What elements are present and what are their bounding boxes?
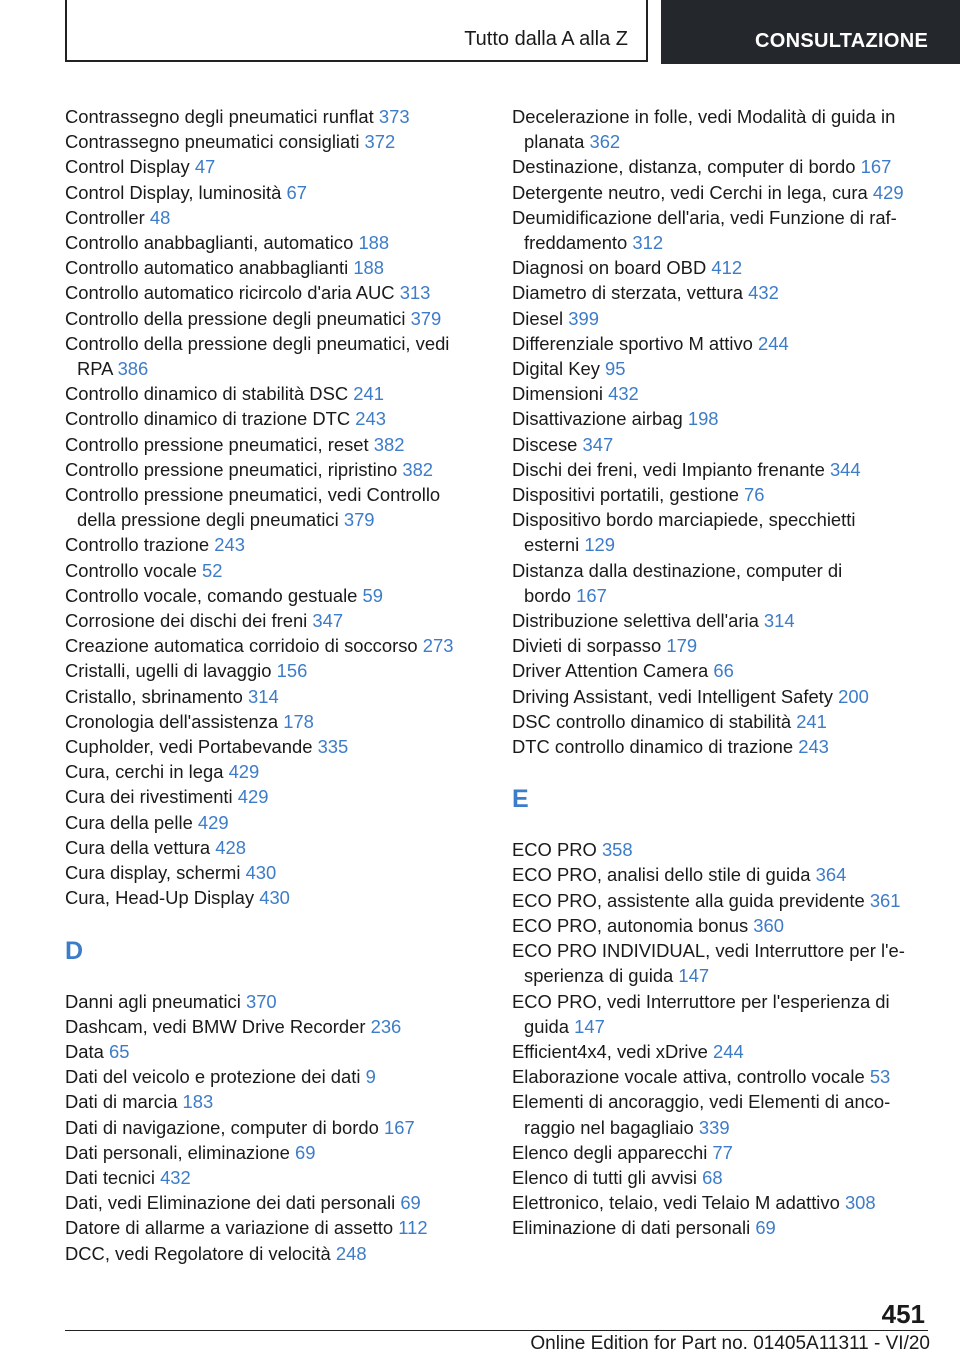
index-entry-text: ECO PRO xyxy=(512,839,597,861)
index-entry-text: Decelerazione in folle, vedi Modalità di guida in xyxy=(512,106,896,127)
page-reference-link[interactable]: 372 xyxy=(364,131,396,153)
page-reference-link[interactable]: 361 xyxy=(869,889,901,911)
index-entry-text: ECO PRO, analisi dello stile di guida xyxy=(512,864,811,886)
index-entry-text: Dashcam, vedi BMW Drive Recorder xyxy=(65,1015,366,1037)
page-reference-link[interactable]: 67 xyxy=(286,181,307,203)
index-entry-text: DSC controllo dinamico di stabilità xyxy=(512,710,792,732)
page-reference-link[interactable]: 308 xyxy=(844,1192,876,1214)
index-entry-text: RPA xyxy=(77,358,113,380)
index-entry-text: Controllo pressione pneumatici, vedi Controllo xyxy=(65,484,441,506)
index-entry xyxy=(65,860,485,885)
page-reference-link[interactable]: 362 xyxy=(589,131,621,153)
index-entry-text: bordo xyxy=(524,584,572,606)
page-reference-link[interactable]: 313 xyxy=(399,282,431,304)
index-entry xyxy=(512,1190,932,1215)
index-entry xyxy=(65,759,485,784)
index-column-right xyxy=(512,104,932,1241)
page-reference-link[interactable]: 347 xyxy=(582,433,614,455)
index-entry-text: Eliminazione di dati personali xyxy=(512,1217,751,1239)
index-entry xyxy=(512,913,932,938)
index-entry-text: Cura della vettura xyxy=(65,836,211,858)
index-entry-text: Contrassegno degli pneumatici runflat xyxy=(65,106,374,127)
index-entry xyxy=(512,1089,932,1139)
index-entry-text: Elettronico, telaio, vedi Telaio M adattivo xyxy=(512,1192,840,1214)
index-entry xyxy=(512,255,932,280)
page-reference-link[interactable]: 59 xyxy=(362,584,383,606)
index-entry xyxy=(512,457,932,482)
index-entry xyxy=(65,104,485,129)
index-entry-text: Controllo automatico ricircolo d'aria AUC xyxy=(65,282,395,304)
index-entry-text: Cura della pelle xyxy=(65,811,193,833)
index-entry-text: Corrosione dei dischi dei freni xyxy=(65,610,308,632)
index-entry-text: Divieti di sorpasso xyxy=(512,635,662,657)
index-entry-text: Controllo dinamico di stabilità DSC xyxy=(65,383,349,405)
index-entry-text: Cura dei rivestimenti xyxy=(65,786,233,808)
index-entry xyxy=(512,507,932,557)
index-entry-text: Dimensioni xyxy=(512,383,603,405)
index-entry-text: Danni agli pneumatici xyxy=(65,990,241,1012)
index-entry-text: planata xyxy=(524,131,585,153)
index-entry xyxy=(65,989,485,1014)
page-reference-link[interactable]: 430 xyxy=(245,862,277,884)
page-reference-link[interactable]: 241 xyxy=(796,710,827,732)
index-entry-text: Data xyxy=(65,1040,104,1062)
index-entry-text: Controllo dinamico di trazione DTC xyxy=(65,408,351,430)
index-entry-text: DTC controllo dinamico di trazione xyxy=(512,736,794,758)
index-entry xyxy=(512,658,932,683)
index-entry xyxy=(512,989,932,1039)
index-entry xyxy=(512,406,932,431)
page-reference-link[interactable]: 429 xyxy=(197,811,229,833)
page-reference-link[interactable]: 379 xyxy=(410,307,442,329)
page-reference-link[interactable]: 412 xyxy=(711,257,743,279)
index-entry xyxy=(65,1064,485,1089)
page-reference-link[interactable]: 183 xyxy=(182,1091,214,1113)
page-reference-link[interactable]: 243 xyxy=(214,534,245,556)
index-entry-text: Cupholder, vedi Portabevande xyxy=(65,736,313,758)
page-reference-link[interactable]: 386 xyxy=(117,358,149,380)
page-reference-link[interactable]: 188 xyxy=(353,257,385,279)
index-entry xyxy=(65,709,485,734)
footer-divider xyxy=(65,1330,928,1331)
index-entry-text: Controllo trazione xyxy=(65,534,210,556)
index-entry-text: Controllo vocale xyxy=(65,559,197,581)
page-reference-link[interactable]: 358 xyxy=(601,839,633,861)
page-reference-link[interactable]: 432 xyxy=(748,282,779,304)
index-entry xyxy=(65,835,485,860)
index-entry xyxy=(512,684,932,709)
page-reference-link[interactable]: 95 xyxy=(605,358,626,380)
index-column-left xyxy=(65,104,485,1266)
index-entry xyxy=(65,633,485,658)
index-entry xyxy=(65,255,485,280)
page-reference-link[interactable]: 243 xyxy=(355,408,386,430)
page-reference-link[interactable]: 178 xyxy=(283,710,314,732)
index-entry-text: Detergente neutro, vedi Cerchi in lega, cura xyxy=(512,181,868,203)
page-reference-link[interactable]: 69 xyxy=(295,1141,316,1163)
page-reference-link[interactable]: 48 xyxy=(149,206,171,228)
index-entry xyxy=(65,558,485,583)
index-entry xyxy=(65,1165,485,1190)
index-entry xyxy=(512,888,932,913)
page-reference-link[interactable]: 147 xyxy=(574,1015,605,1037)
index-letter-heading: E xyxy=(512,785,529,814)
index-entry-text: Dischi dei freni, vedi Impianto frenante xyxy=(512,458,825,480)
page-reference-link[interactable]: 52 xyxy=(202,559,223,581)
index-entry xyxy=(512,154,932,179)
index-entry-text: Controllo automatico anabbaglianti xyxy=(65,257,349,279)
index-entry-text: Cristalli, ugelli di lavaggio xyxy=(65,660,272,682)
index-entry xyxy=(512,331,932,356)
page-reference-link[interactable]: 241 xyxy=(353,383,384,405)
index-entry-text: Diagnosi on board OBD xyxy=(512,257,707,279)
index-entry-text: Destinazione, distanza, computer di bordo xyxy=(512,156,856,178)
index-entry xyxy=(65,406,485,431)
page-reference-link[interactable]: 167 xyxy=(383,1116,415,1138)
index-entry xyxy=(65,1215,485,1240)
index-entry-text: Efficient4x4, vedi xDrive xyxy=(512,1040,708,1062)
page-reference-link[interactable]: 167 xyxy=(860,156,892,178)
index-entry xyxy=(65,129,485,154)
chapter-tab-label: CONSULTAZIONE xyxy=(755,30,929,52)
index-entry xyxy=(65,381,485,406)
index-entry-text: DCC, vedi Regolatore di velocità xyxy=(65,1242,331,1264)
index-entry-text: Discese xyxy=(512,433,578,455)
page-reference-link[interactable]: 66 xyxy=(713,660,734,682)
page-reference-link[interactable]: 273 xyxy=(422,635,454,657)
index-entry-text: ECO PRO INDIVIDUAL, vedi Interruttore per l'e- xyxy=(512,940,905,962)
index-entry xyxy=(65,1039,485,1064)
index-entry xyxy=(512,938,932,988)
index-entry-text: Distribuzione selettiva dell'aria xyxy=(512,610,759,632)
index-entry-text: Diametro di sterzata, vettura xyxy=(512,282,743,304)
page-reference-link[interactable]: 428 xyxy=(215,836,246,858)
index-entry-text: ECO PRO, autonomia bonus xyxy=(512,914,749,936)
index-entry-text: Dati del veicolo e protezione dei dati xyxy=(65,1066,361,1088)
page-reference-link[interactable]: 179 xyxy=(666,635,698,657)
page-reference-link[interactable]: 429 xyxy=(872,181,904,203)
index-entry-text: Controllo pressione pneumatici, ripristino xyxy=(65,458,398,480)
page-reference-link[interactable]: 236 xyxy=(370,1015,402,1037)
index-entry-text: Dati di marcia xyxy=(65,1091,178,1113)
index-entry xyxy=(65,784,485,809)
page-reference-link[interactable]: 167 xyxy=(576,584,607,606)
index-entry-text: Elenco degli apparecchi xyxy=(512,1141,708,1163)
index-entry-text: Distanza dalla destinazione, computer di xyxy=(512,559,843,581)
index-entry-text: Control Display, luminosità xyxy=(65,181,282,203)
index-entry-text: Cura display, schermi xyxy=(65,862,241,884)
index-entry xyxy=(65,734,485,759)
index-entry-text: freddamento xyxy=(524,232,628,254)
index-entry-text: Driving Assistant, vedi Intelligent Safety xyxy=(512,685,833,707)
page-reference-link[interactable]: 69 xyxy=(400,1192,421,1214)
index-entry-text: sperienza di guida xyxy=(524,965,674,987)
page-reference-link[interactable]: 429 xyxy=(228,761,260,783)
index-entry-text: guida xyxy=(524,1015,569,1037)
index-entry xyxy=(512,734,932,759)
page-reference-link[interactable]: 248 xyxy=(335,1242,367,1264)
index-entry-text: Driver Attention Camera xyxy=(512,660,709,682)
page-reference-link[interactable]: 347 xyxy=(312,610,344,632)
index-entry-text: Contrassegno pneumatici consigliati xyxy=(65,131,360,153)
index-entry-text: Elaborazione vocale attiva, controllo vocale xyxy=(512,1066,865,1088)
index-entry xyxy=(65,532,485,557)
page-reference-link[interactable]: 147 xyxy=(678,965,710,987)
page-reference-link[interactable]: 344 xyxy=(829,458,861,480)
index-entry-text: Cristallo, sbrinamento xyxy=(65,685,243,707)
index-entry xyxy=(65,1115,485,1140)
index-entry-text: Controllo della pressione degli pneumatici, vedi xyxy=(65,332,450,354)
page-reference-link[interactable]: 65 xyxy=(108,1040,130,1062)
footer-edition: Online Edition for Part no. 01405A11311 - VI/20 xyxy=(530,1333,930,1354)
section-header xyxy=(65,0,648,62)
page-reference-link[interactable]: 370 xyxy=(245,990,277,1012)
index-entry xyxy=(65,306,485,331)
index-entry xyxy=(65,658,485,683)
index-entry xyxy=(65,583,485,608)
index-entry xyxy=(512,104,932,154)
index-entry-text: Deumidificazione dell'aria, vedi Funzione di raf- xyxy=(512,206,897,228)
index-entry-text: raggio nel bagagliaio xyxy=(524,1116,694,1138)
index-entry-text: Elenco di tutti gli avvisi xyxy=(512,1166,698,1188)
index-entry-text: della pressione degli pneumatici xyxy=(77,509,339,531)
chapter-tab[interactable] xyxy=(661,0,960,64)
index-entry xyxy=(512,633,932,658)
index-entry-text: Dispositivo bordo marciapiede, specchietti xyxy=(512,509,856,531)
index-entry-text: ECO PRO, vedi Interruttore per l'esperienza di xyxy=(512,990,890,1012)
page-reference-link[interactable]: 76 xyxy=(744,484,765,506)
index-entry xyxy=(65,1241,485,1266)
page-number: 451 xyxy=(881,1299,925,1329)
index-entry xyxy=(65,684,485,709)
index-entry-text: Control Display xyxy=(65,156,190,178)
page-reference-link[interactable]: 156 xyxy=(276,660,308,682)
index-entry-text: Controller xyxy=(65,206,145,228)
index-entry xyxy=(512,1140,932,1165)
index-entry-text: Cronologia dell'assistenza xyxy=(65,710,279,732)
page-reference-link[interactable]: 339 xyxy=(698,1116,730,1138)
index-entry xyxy=(65,482,485,532)
index-entry xyxy=(512,205,932,255)
index-entry xyxy=(512,1165,932,1190)
page-reference-link[interactable]: 53 xyxy=(869,1066,891,1088)
page-reference-link[interactable]: 314 xyxy=(763,610,795,632)
page-reference-link[interactable]: 432 xyxy=(608,383,639,405)
index-entry-text: Dati tecnici xyxy=(65,1166,155,1188)
page-reference-link[interactable]: 68 xyxy=(702,1166,723,1188)
index-entry xyxy=(512,862,932,887)
index-entry-text: Controllo pressione pneumatici, reset xyxy=(65,433,369,455)
index-entry-text: Disattivazione airbag xyxy=(512,408,683,430)
page-reference-link[interactable]: 335 xyxy=(317,736,349,758)
page-reference-link[interactable]: 430 xyxy=(259,887,290,909)
page-reference-link[interactable]: 429 xyxy=(237,786,269,808)
page-reference-link[interactable]: 244 xyxy=(758,332,789,354)
index-entry-text: Controllo anabbaglianti, automatico xyxy=(65,232,354,254)
page-reference-link[interactable]: 382 xyxy=(373,433,405,455)
page-reference-link[interactable]: 432 xyxy=(160,1166,191,1188)
index-entry xyxy=(512,837,932,862)
index-entry xyxy=(512,180,932,205)
page-reference-link[interactable]: 243 xyxy=(798,736,829,758)
page-reference-link[interactable]: 69 xyxy=(755,1217,776,1239)
page-reference-link[interactable]: 379 xyxy=(343,509,375,531)
page-reference-link[interactable]: 314 xyxy=(247,685,279,707)
index-entry xyxy=(512,432,932,457)
index-entry xyxy=(65,1089,485,1114)
index-entry xyxy=(65,457,485,482)
index-entry xyxy=(65,1014,485,1039)
index-entry xyxy=(65,230,485,255)
index-entry-text: Diesel xyxy=(512,307,564,329)
index-entry-text: Creazione automatica corridoio di soccorso xyxy=(65,635,418,657)
index-entry-text: Dati personali, eliminazione xyxy=(65,1141,290,1163)
page-reference-link[interactable]: 188 xyxy=(358,232,390,254)
index-entry xyxy=(65,205,485,230)
index-entry xyxy=(512,381,932,406)
index-entry xyxy=(512,280,932,305)
index-entry xyxy=(512,1039,932,1064)
index-entry xyxy=(512,709,932,734)
page-reference-link[interactable]: 77 xyxy=(712,1141,733,1163)
index-entry xyxy=(65,1190,485,1215)
page-reference-link[interactable]: 112 xyxy=(398,1217,428,1239)
index-entry xyxy=(512,356,932,381)
index-letter-heading: D xyxy=(65,936,84,965)
index-entry xyxy=(65,280,485,305)
index-entry-text: Differenziale sportivo M attivo xyxy=(512,332,753,354)
index-entry xyxy=(65,432,485,457)
index-entry-text: Controllo della pressione degli pneumatici xyxy=(65,307,406,329)
page-reference-link[interactable]: 200 xyxy=(838,685,869,707)
index-entry xyxy=(65,810,485,835)
index-entry-text: Cura, Head-Up Display xyxy=(65,887,255,909)
index-entry-text: Cura, cerchi in lega xyxy=(65,761,224,783)
index-entry xyxy=(65,608,485,633)
index-entry xyxy=(65,180,485,205)
index-entry xyxy=(512,306,932,331)
page-reference-link[interactable]: 244 xyxy=(713,1040,744,1062)
index-entry-text: Elementi di ancoraggio, vedi Elementi di anco- xyxy=(512,1091,891,1113)
index-entry-text: Controllo vocale, comando gestuale xyxy=(65,584,358,606)
index-entry-text: esterni xyxy=(524,534,580,556)
page-reference-link[interactable]: 364 xyxy=(815,864,847,886)
page-reference-link[interactable]: 382 xyxy=(402,458,434,480)
page-reference-link[interactable]: 129 xyxy=(584,534,616,556)
page-reference-link[interactable]: 399 xyxy=(568,307,599,329)
index-entry xyxy=(65,331,485,381)
page-reference-link[interactable]: 373 xyxy=(378,106,410,127)
index-entry xyxy=(65,154,485,179)
index-entry-text: Dispositivi portatili, gestione xyxy=(512,484,739,506)
index-entry-text: Dati, vedi Eliminazione dei dati personali xyxy=(65,1192,396,1214)
index-entry-text: Datore di allarme a variazione di assetto xyxy=(65,1217,394,1239)
index-entry xyxy=(512,558,932,608)
index-entry xyxy=(65,885,485,910)
index-entry xyxy=(512,1215,932,1240)
page-reference-link[interactable]: 9 xyxy=(365,1066,376,1088)
index-entry xyxy=(512,482,932,507)
index-entry-text: Dati di navigazione, computer di bordo xyxy=(65,1116,379,1138)
index-entry xyxy=(512,608,932,633)
index-entry-text: Digital Key xyxy=(512,358,600,380)
page-reference-link[interactable]: 198 xyxy=(687,408,719,430)
index-entry xyxy=(512,1064,932,1089)
page-reference-link[interactable]: 360 xyxy=(753,914,784,936)
section-title: Tutto dalla A alla Z xyxy=(464,28,628,50)
page-reference-link[interactable]: 47 xyxy=(194,156,216,178)
index-entry xyxy=(65,1140,485,1165)
page-reference-link[interactable]: 312 xyxy=(632,232,664,254)
index-entry-text: ECO PRO, assistente alla guida previdente xyxy=(512,889,865,911)
